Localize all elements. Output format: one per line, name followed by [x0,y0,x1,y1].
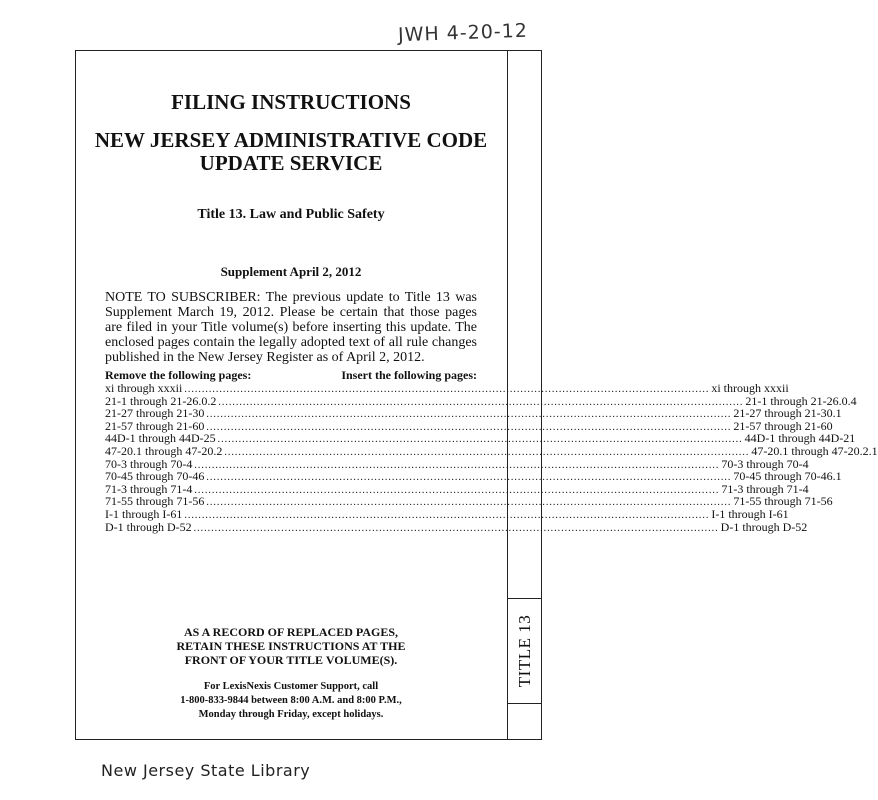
remove-pages: 70-3 through 70-4 [105,456,193,471]
page-title: FILING INSTRUCTIONS [171,90,411,114]
leader-dots: ...................................................................................................................................................... [206,409,732,421]
leader-dots: ...................................................................................................................................................... [193,522,719,534]
insert-pages: 71-3 through 71-4 [721,481,809,496]
remove-pages: 44D-1 through 44D-25 [105,431,216,446]
remove-pages: 71-55 through 71-56 [105,494,205,509]
remove-pages: 47-20.1 through 47-20.2 [105,443,223,458]
page-row [105,443,878,458]
record-instructions [75,625,507,667]
leader-dots: ...................................................................................................................................................... [194,459,720,471]
library-stamp: New Jersey State Library [101,761,311,780]
subscriber-note: NOTE TO SUBSCRIBER: The previous update to Title 13 was Supplement March 19, 2012. Please be certain that those pages are filed in your Title volume(s) before inserting this update. The enclosed pages contain the legally adopted text of all rule changes published in the New Jersey Register as of April 2, 2012. [105,290,477,365]
page-row [105,519,808,534]
title-tab-label: TITLE 13 [515,614,534,688]
leader-dots: ...................................................................................................................................................... [218,396,744,408]
insert-pages: 44D-1 through 44D-21 [744,431,856,446]
page-row [105,506,789,521]
remove-pages: 21-1 through 21-26.0.2 [105,393,217,408]
page-list [105,368,878,534]
insert-header: Insert the following pages: [341,368,477,382]
insert-pages: xi through xxxii [711,381,789,395]
page-row [105,381,789,395]
leader-dots: ...................................................................................................................................................... [206,421,732,433]
insert-pages: D-1 through D-52 [720,519,808,534]
remove-pages: 70-45 through 70-46 [105,469,205,484]
insert-pages: 70-3 through 70-4 [721,456,809,471]
support-line-2: 1-800-833-9844 between 8:00 A.M. and 8:00 P.M., [180,695,402,706]
insert-pages: 47-20.1 through 47-20.2.1 [751,443,878,458]
handwritten-annotation: JWH 4-20-12 [397,19,529,47]
insert-pages: 21-1 through 21-26.0.4 [745,393,857,408]
remove-pages: xi through xxxii [105,381,183,395]
support-line-1: For LexisNexis Customer Support, call [203,681,379,692]
code-title: NEW JERSEY ADMINISTRATIVE CODE [94,128,488,152]
remove-pages: D-1 through D-52 [105,519,192,534]
leader-dots: ...................................................................................................................................................... [206,497,732,509]
leader-dots: ...................................................................................................................................................... [184,509,710,521]
title-line: Title 13. Law and Public Safety [197,207,385,222]
insert-pages: 21-27 through 21-30.1 [733,406,842,421]
remove-header: Remove the following pages: [105,368,252,382]
insert-pages: I-1 through I-61 [711,506,789,521]
insert-pages: 70-45 through 70-46.1 [733,469,842,484]
remove-pages: 21-27 through 21-30 [105,406,205,421]
leader-dots: ...................................................................................................................................................... [206,472,732,484]
leader-dots: ...................................................................................................................................................... [194,484,720,496]
insert-pages: 71-55 through 71-56 [733,494,833,509]
remove-pages: I-1 through I-61 [105,506,183,521]
remove-pages: 71-3 through 71-4 [105,481,193,496]
leader-dots: ...................................................................................................................................................... [224,446,750,458]
page-row [105,406,842,421]
record-line-3: FRONT OF YOUR TITLE VOLUME(S). [184,653,398,667]
supplement-date: Supplement April 2, 2012 [220,264,362,279]
customer-support [75,680,507,722]
page-rows [105,381,878,534]
remove-pages: 21-57 through 21-60 [105,418,205,433]
record-line-1: AS A RECORD OF REPLACED PAGES, [183,625,399,639]
leader-dots: ...................................................................................................................................................... [217,434,743,446]
insert-pages: 21-57 through 21-60 [733,418,833,433]
page-list-header [105,368,477,382]
leader-dots: ...................................................................................................................................................... [184,384,710,395]
support-line-3: Monday through Friday, except holidays. [198,709,384,720]
page-row [105,469,842,484]
record-line-2: RETAIN THESE INSTRUCTIONS AT THE [176,639,406,653]
service-title: UPDATE SERVICE [199,151,383,175]
